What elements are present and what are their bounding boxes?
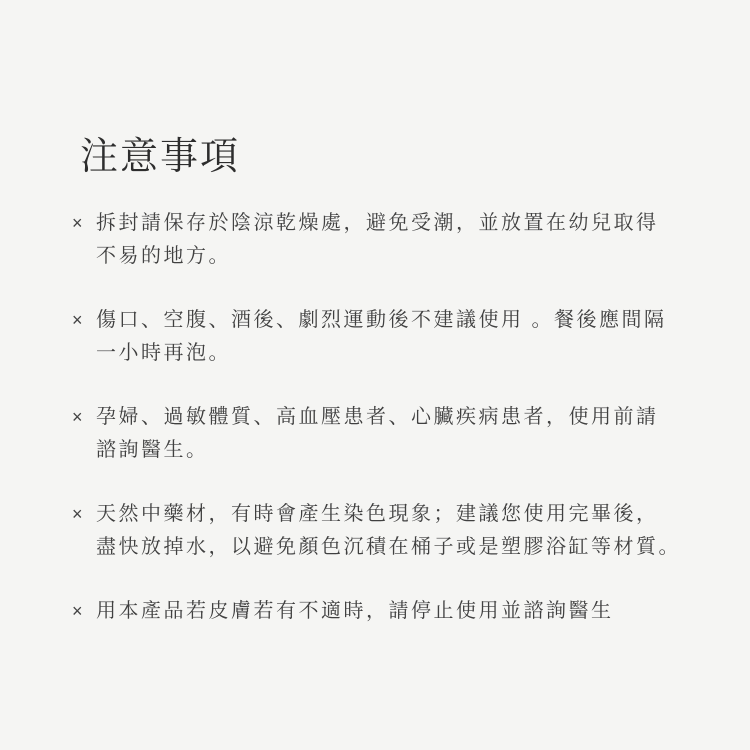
note-line: 用本產品若皮膚若有不適時，請停止使用並諮詢醫生 <box>96 599 614 622</box>
note-line: 諮詢醫生。 <box>96 438 209 461</box>
precautions-content <box>0 135 750 628</box>
notes-list <box>72 207 712 628</box>
note-text <box>96 498 712 564</box>
note-item-usage-timing <box>72 304 712 370</box>
note-item-staining <box>72 498 712 564</box>
note-item-storage <box>72 207 712 273</box>
cross-bullet-icon: × <box>72 503 83 524</box>
cross-bullet-icon: × <box>72 309 83 330</box>
cross-bullet-icon: × <box>72 212 83 233</box>
note-line: 傷口、空腹、酒後、劇烈運動後不建議使用 。餐後應間隔 <box>96 308 667 331</box>
cross-bullet-icon: × <box>72 406 83 427</box>
note-line: 天然中藥材，有時會產生染色現象；建議您使用完畢後， <box>96 502 659 525</box>
note-item-consult-doctor <box>72 401 712 467</box>
note-text <box>96 304 712 370</box>
note-line: 拆封請保存於陰涼乾燥處，避免受潮，並放置在幼兒取得 <box>96 211 659 234</box>
note-text <box>96 401 712 467</box>
note-text <box>96 207 712 273</box>
cross-bullet-icon: × <box>72 600 83 621</box>
note-line: 孕婦、過敏體質、高血壓患者、心臟疾病患者，使用前請 <box>96 405 659 428</box>
note-line: 不易的地方。 <box>96 244 231 267</box>
note-item-discomfort <box>72 595 712 628</box>
page-title: 注意事項 <box>80 136 241 178</box>
note-line: 一小時再泡。 <box>96 341 231 364</box>
note-line: 盡快放掉水，以避免顏色沉積在桶子或是塑膠浴缸等材質。 <box>96 535 681 558</box>
note-text <box>96 595 712 628</box>
